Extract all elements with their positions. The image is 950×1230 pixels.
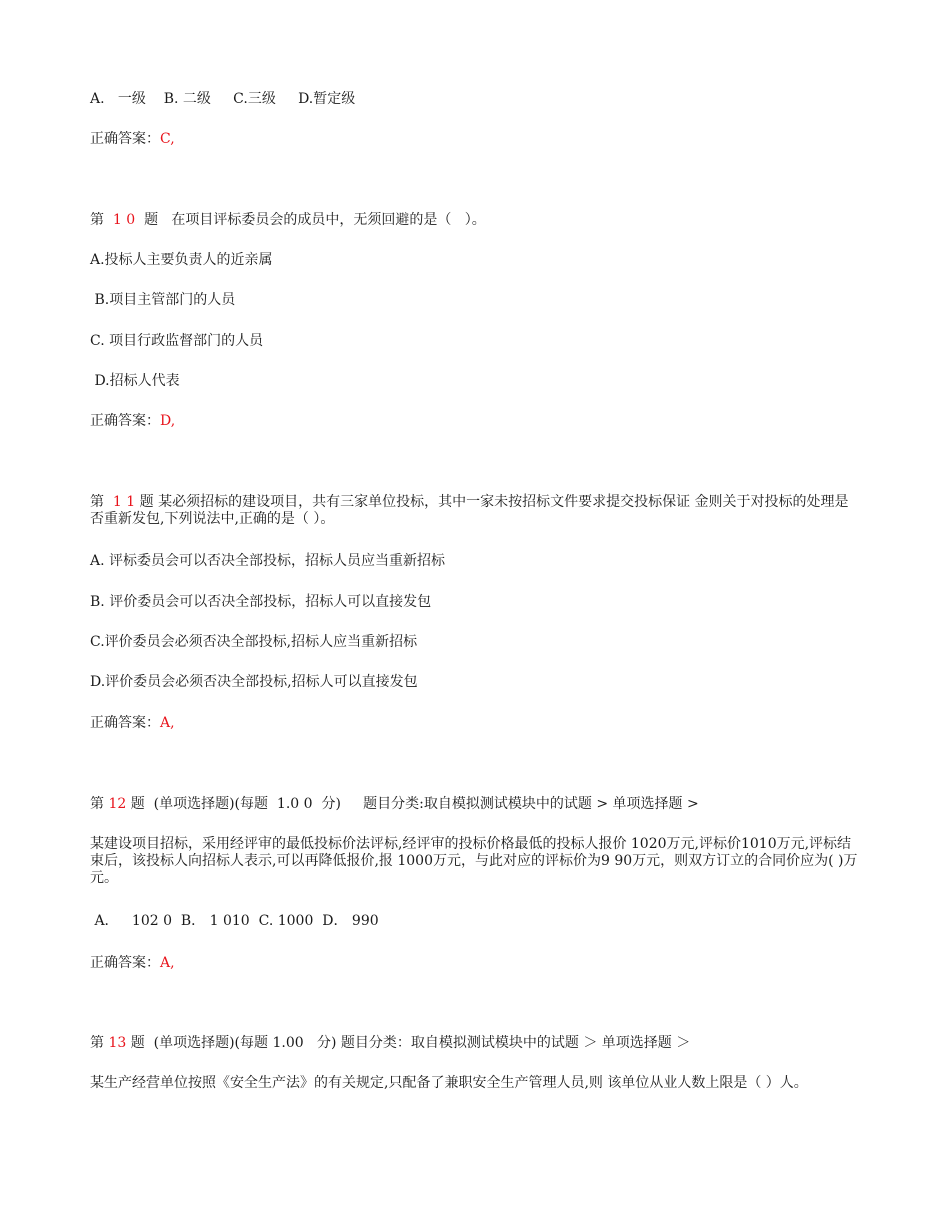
q13-stem: 某生产经营单位按照《安全生产法》的有关规定,只配备了兼职安全生产管理人员,则 该单位从业人数上限是（ ）人。 — [90, 1075, 808, 1091]
question-prefix: 第 — [90, 796, 109, 812]
q9-answer — [90, 131, 175, 147]
q10-option-c: C. 项目行政监督部门的人员 — [90, 333, 264, 349]
question-prefix: 第 — [90, 212, 113, 228]
answer-value: A, — [160, 955, 175, 971]
question-meta: 题 (单项选择题)(每题 1.0 0 分) 题目分类:取自模拟测试模块中的试题 > 单项选择题 > — [126, 796, 699, 812]
question-prefix: 第 — [90, 494, 113, 510]
q11-option-a: A. 评标委员会可以否决全部投标，招标人员应当重新招标 — [90, 553, 446, 569]
q11-option-b: B. 评价委员会可以否决全部投标，招标人可以直接发包 — [90, 594, 432, 610]
question-number: 12 — [108, 796, 127, 812]
answer-label: 正确答案： — [90, 955, 160, 971]
answer-value: D, — [160, 413, 176, 429]
q13-header — [90, 1035, 690, 1051]
q10-option-a: A.投标人主要负责人的近亲属 — [90, 252, 273, 268]
answer-label: 正确答案： — [90, 715, 160, 731]
question-number: 1 1 — [112, 494, 136, 510]
q11-option-d: D.评价委员会必须否决全部投标,招标人可以直接发包 — [90, 674, 418, 690]
q10-header — [90, 212, 486, 228]
question-number: 13 — [108, 1035, 127, 1051]
question-text: 题 某必须招标的建设项目，共有三家单位投标，其中一家未按招标文件要求提交投标保证 金则关于对投标的处理是否重新发包,下列说法中,正确的是（ ）。 — [90, 494, 849, 527]
answer-label: 正确答案： — [90, 131, 160, 147]
answer-value: A, — [160, 715, 175, 731]
q9-options: A. 一级 B. 二级 C.三级 D.暂定级 — [90, 91, 356, 107]
q10-option-d: D.招标人代表 — [90, 373, 180, 389]
question-text: 题 在项目评标委员会的成员中，无须回避的是（ ）。 — [135, 212, 486, 228]
q12-header — [90, 796, 699, 812]
q11-answer — [90, 715, 175, 731]
q12-answer — [90, 955, 175, 971]
q11-header — [90, 494, 860, 528]
q10-answer — [90, 413, 175, 429]
answer-label: 正确答案： — [90, 413, 160, 429]
q11-option-c: C.评价委员会必须否决全部投标,招标人应当重新招标 — [90, 634, 418, 650]
question-number: 1 0 — [112, 212, 136, 228]
answer-value: C, — [160, 131, 175, 147]
q10-option-b: B.项目主管部门的人员 — [90, 292, 236, 308]
q12-stem: 某建设项目招标，采用经评审的最低投标价法评标,经评审的投标价格最低的投标人报价 1020万元,评标价1010万元,评标结束后，该投标人向招标人表示,可以再降低报价,报 1000万元，与此对应的评标价为9 90万元，则双方订立的合同价应为( )万元。 — [90, 836, 858, 886]
question-prefix: 第 — [90, 1035, 109, 1051]
q12-options: A． 102 0 B． 1 010 C. 1000 D． 990 — [90, 913, 379, 929]
question-meta: 题 (单项选择题)(每题 1.00 分) 题目分类：取自模拟测试模块中的试题 ＞ 单项选择题 ＞ — [126, 1035, 691, 1051]
